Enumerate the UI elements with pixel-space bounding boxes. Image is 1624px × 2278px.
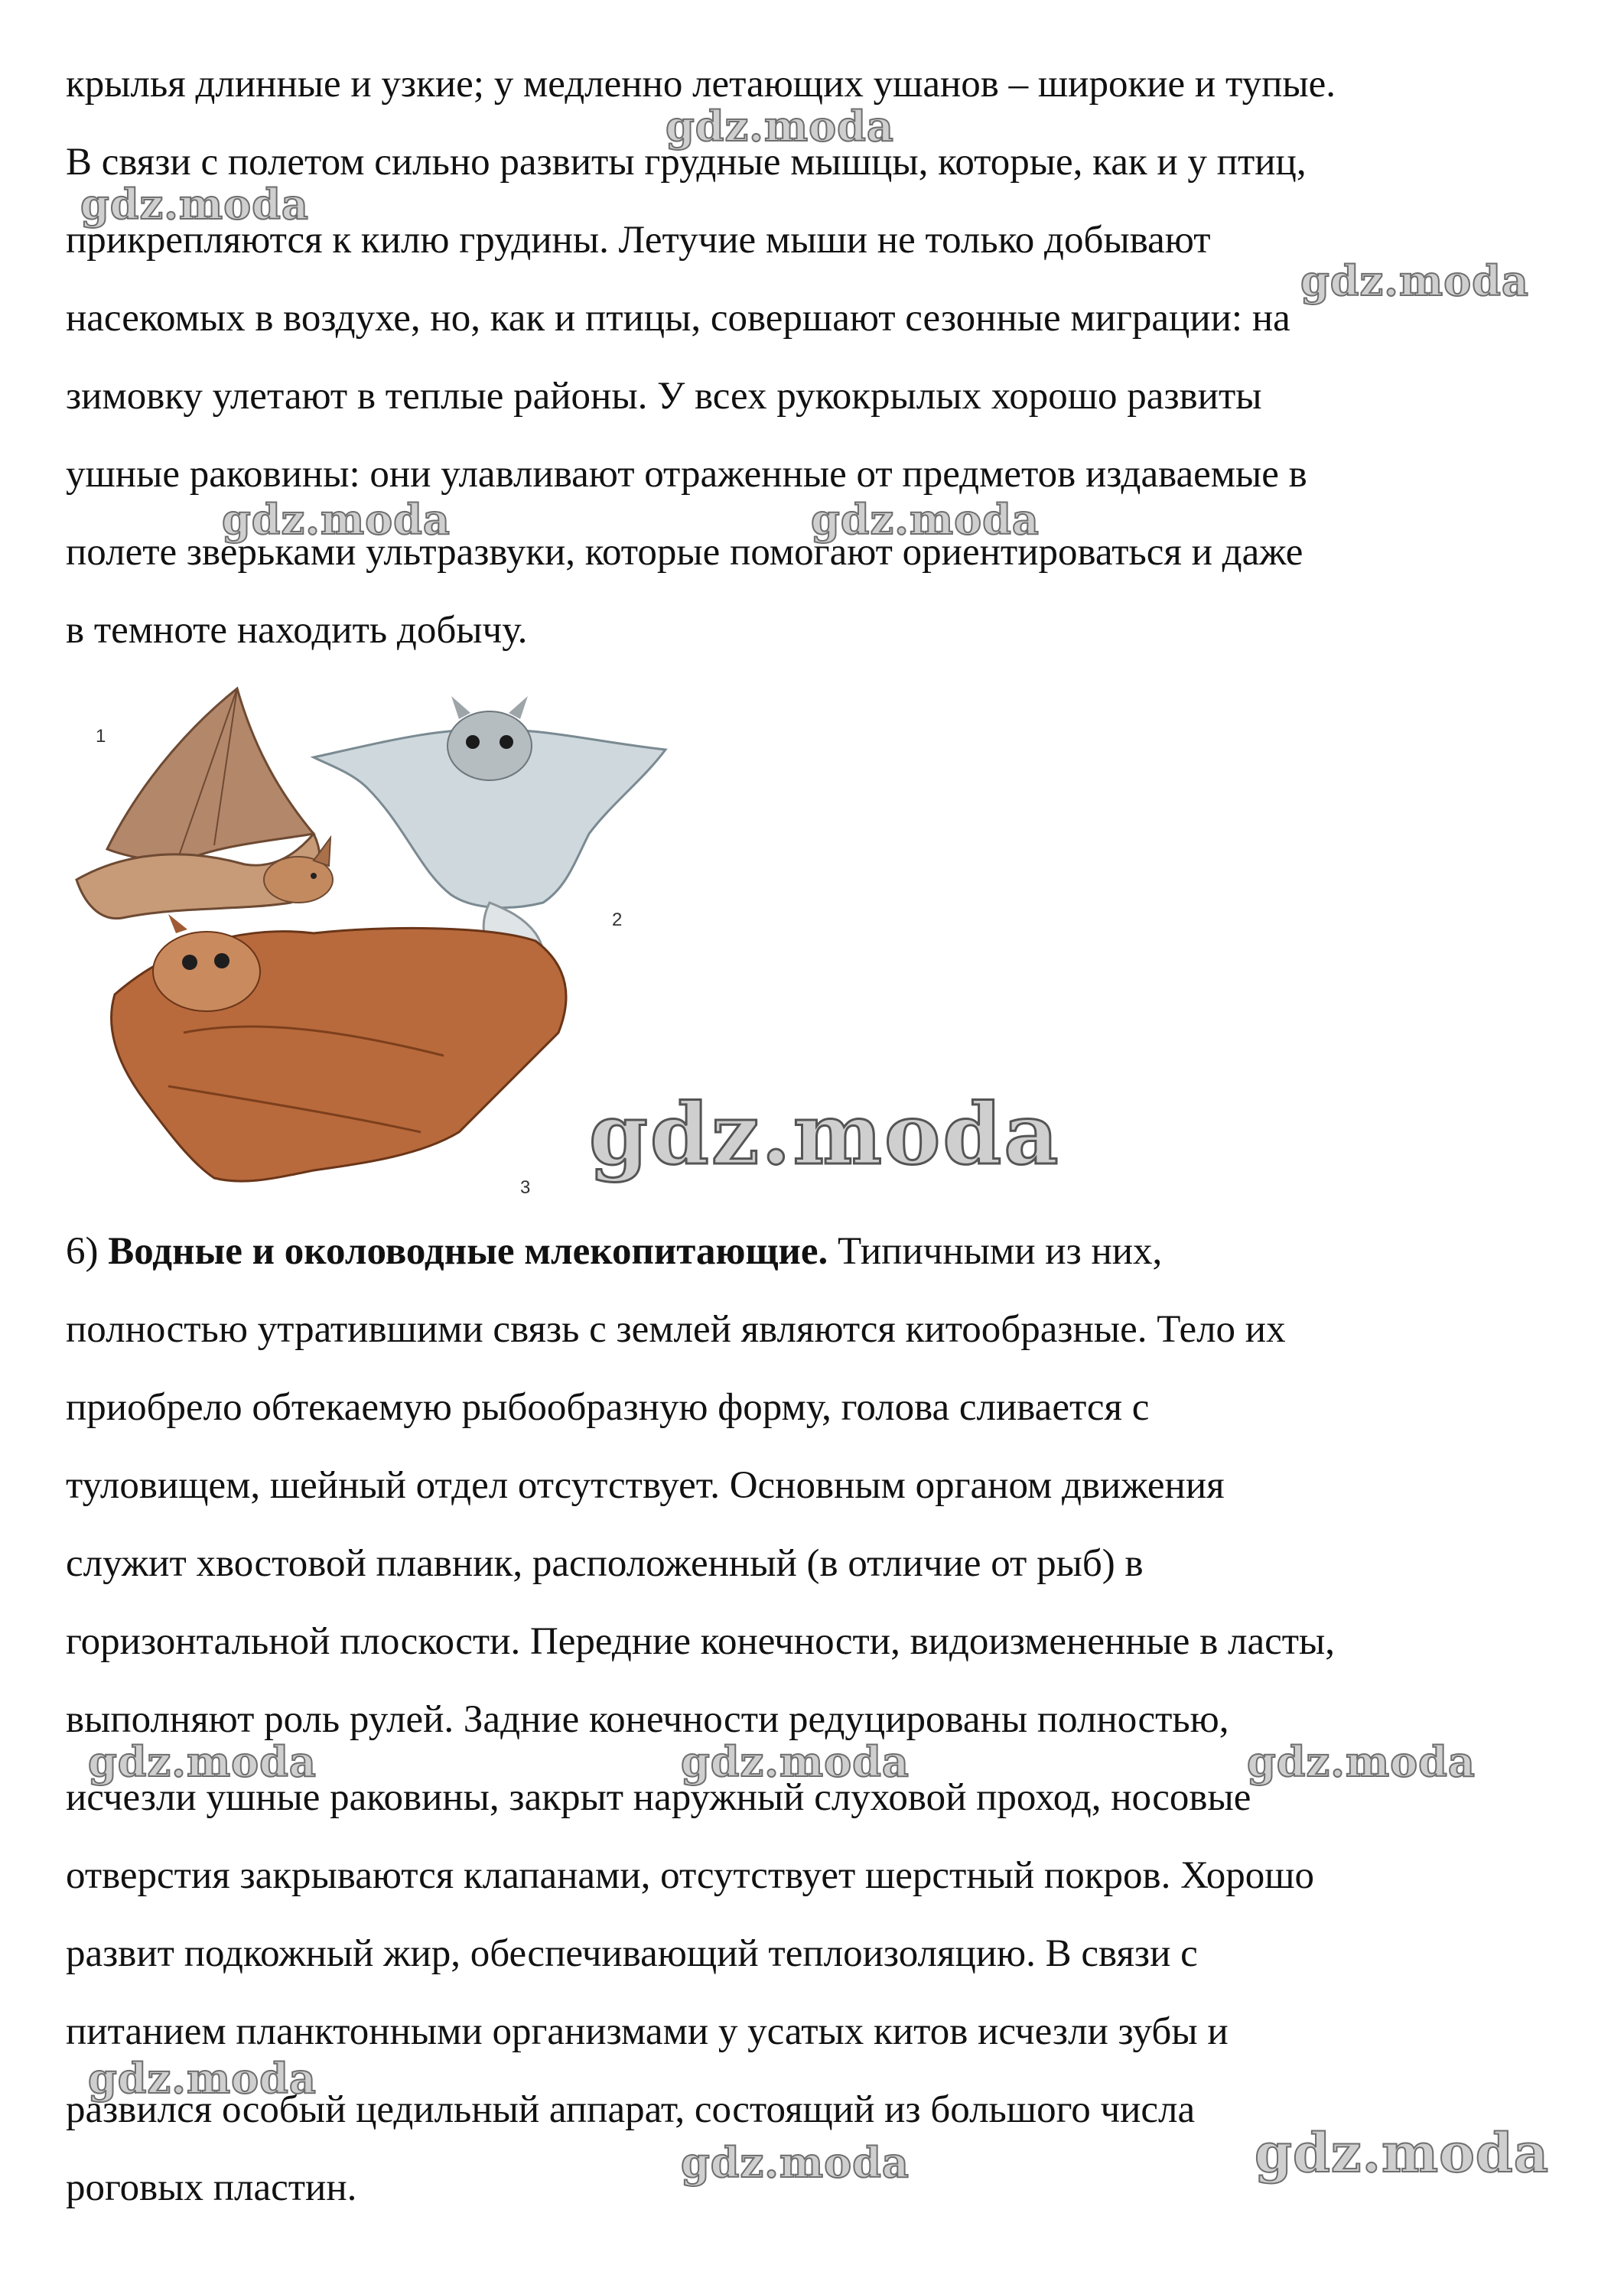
bat-drawing — [76, 688, 333, 919]
text-line: насекомых в воздухе, но, как и птицы, совершают сезонные миграции: на — [66, 297, 1290, 340]
watermark: gdz.moda — [88, 2054, 317, 2103]
section-heading: Водные и околоводные млекопитающие. — [108, 1230, 828, 1273]
watermark: gdz.moda — [80, 180, 309, 229]
watermark: gdz.moda — [88, 1737, 317, 1786]
text-line: полностью утратившими связь с землей являются китообразные. Тело их — [66, 1308, 1286, 1351]
text-line: горизонтальной плоскости. Передние конечности, видоизмененные в ласты, — [66, 1620, 1336, 1663]
text-line: роговых пластин. — [66, 2166, 357, 2209]
text-line: в темноте находить добычу. — [66, 609, 528, 652]
gliding-mammals-illustration — [61, 673, 1063, 1209]
text-line: развился особый цедильный аппарат, состоящий из большого числа — [66, 2088, 1196, 2131]
figure-label-2: 2 — [612, 910, 623, 930]
watermark: gdz.moda — [681, 1737, 910, 1786]
watermark: gdz.moda — [666, 102, 894, 151]
colugo-drawing — [112, 914, 566, 1181]
text-line: Типичными из них, — [828, 1230, 1163, 1273]
watermark: gdz.moda — [222, 495, 451, 544]
text-line: ушные раковины: они улавливают отраженные от предметов издаваемые в — [66, 453, 1307, 496]
figure-label-3: 3 — [520, 1177, 531, 1198]
text-line: развит подкожный жир, обеспечивающий теплоизоляцию. В связи с — [66, 1932, 1198, 1975]
text-line: полете зверьками ультразвуки, которые помогают ориентироваться и даже — [66, 531, 1303, 574]
text-line: В связи с полетом сильно развиты грудные мышцы, которые, как и у птиц, — [66, 141, 1307, 184]
text-line: выполняют роль рулей. Задние конечности редуцированы полностью, — [66, 1698, 1229, 1741]
section-number: 6) — [66, 1230, 99, 1273]
text-line: питанием планктонными организмами у усатых китов исчезли зубы и — [66, 2010, 1229, 2053]
watermark: gdz.moda — [811, 495, 1040, 544]
text-line: крылья длинные и узкие; у медленно летающих ушанов – широкие и тупые. — [66, 63, 1336, 106]
watermark: gdz.moda — [589, 1085, 1061, 1183]
watermark: gdz.moda — [1247, 1737, 1476, 1786]
watermark: gdz.moda — [1255, 2121, 1550, 2185]
watermark: gdz.moda — [1300, 256, 1529, 305]
text-line: зимовку улетают в теплые районы. У всех рукокрылых хорошо развиты — [66, 375, 1262, 418]
text-line: приобрело обтекаемую рыбообразную форму, голова сливается с — [66, 1386, 1150, 1429]
text-line: туловищем, шейный отдел отсутствует. Основным органом движения — [66, 1464, 1225, 1507]
text-line: прикрепляются к килю грудины. Летучие мыши не только добывают — [66, 219, 1211, 262]
watermark: gdz.moda — [681, 2138, 910, 2187]
text-line: служит хвостовой плавник, расположенный (в отличие от рыб) в — [66, 1542, 1144, 1585]
figure-label-1: 1 — [96, 726, 106, 747]
text-line: исчезли ушные раковины, закрыт наружный слуховой проход, носовые — [66, 1776, 1251, 1819]
section-6-first-line — [66, 1228, 1162, 1274]
text-line: отверстия закрываются клапанами, отсутствует шерстный покров. Хорошо — [66, 1854, 1314, 1897]
